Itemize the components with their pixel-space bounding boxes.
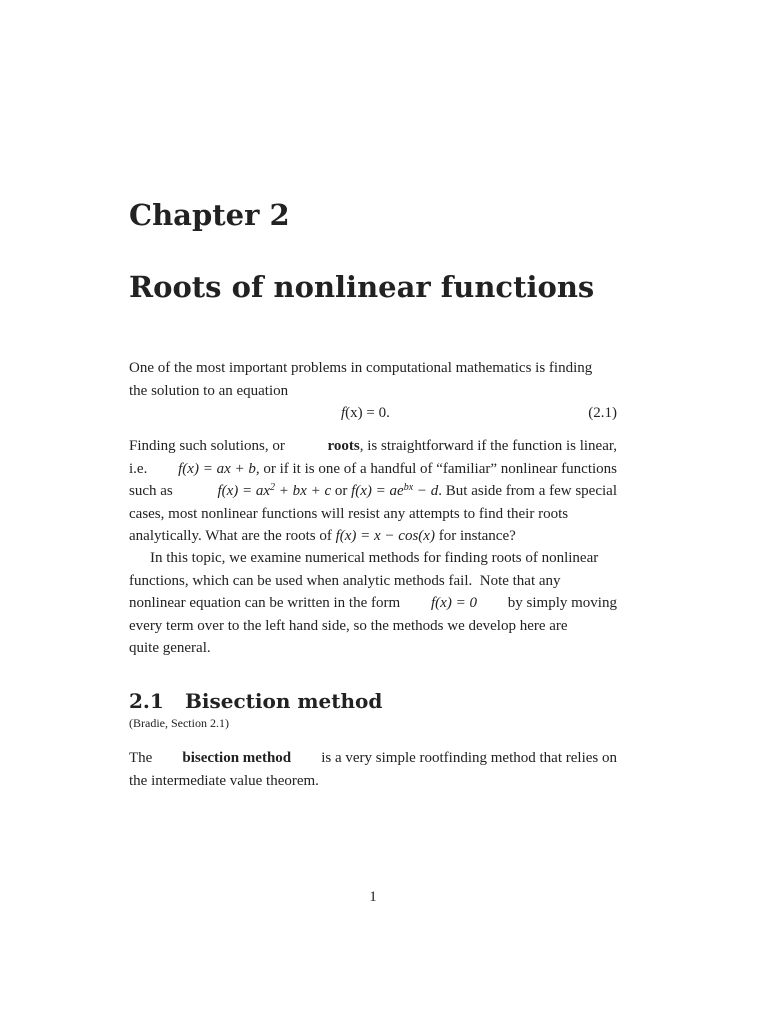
chapter-label: Chapter 2 [129,198,290,232]
para1-line-3: such as $f(x) = ax^2$ + bx + c or $f(x) = ae^{bx} - d$. But aside from a few special [129,482,617,499]
para2-line-4: every term over to the left hand side, so the methods we develop here are [129,617,568,634]
paragraph-bisection [129,747,617,792]
intro-line-1: One of the most important problems in computational mathematics is finding [129,360,593,376]
paragraph-numerical-methods [129,547,617,660]
para2-line-2: functions, which can be used when analytic methods fail. Note that any [129,572,561,589]
equation-2-1 [129,402,617,425]
section-reference: (Bradie, Section 2.1) [129,716,229,730]
para3-line-2: the intermediate value theorem. [129,772,319,789]
para2-line-3: nonlinear equation can be written in the form f(x) = 0 by simply moving [129,595,617,611]
para1-line-2: i.e. f(x) = ax + b, or if it is one of a handful of “familiar” nonlinear functions [129,460,617,477]
para1-line-1: Finding such solutions, or roots, is straightforward if the function is linear, [129,438,617,454]
intro-line-2: the solution to an equation [129,382,289,399]
para3-line-1: The bisection method is a very simple rootfinding method that relies on [129,747,617,770]
para1-line-5: analytically. What are the roots of f(x) = x − cos(x) for instance? [129,528,516,544]
para2-line-5: quite general. [129,640,211,656]
para1-line-4: cases, most nonlinear functions will resist any attempts to find their roots [129,505,569,522]
term-bisection-method: bisection method [182,750,292,766]
chapter-title: Roots of nonlinear functions [129,270,595,304]
intro-paragraph [129,357,617,425]
section-title: Bisection method [185,689,383,713]
paragraph-roots [129,435,617,548]
para2-line-1: In this topic, we examine numerical methods for finding roots of nonlinear [150,550,599,566]
section-heading [129,689,382,713]
term-roots: roots [327,438,360,454]
equation-number: (2.1) [588,405,617,421]
page-number: 1 [369,889,377,905]
section-number: 2.1 [129,689,164,713]
equation-body: f(x) = 0. [341,405,390,421]
